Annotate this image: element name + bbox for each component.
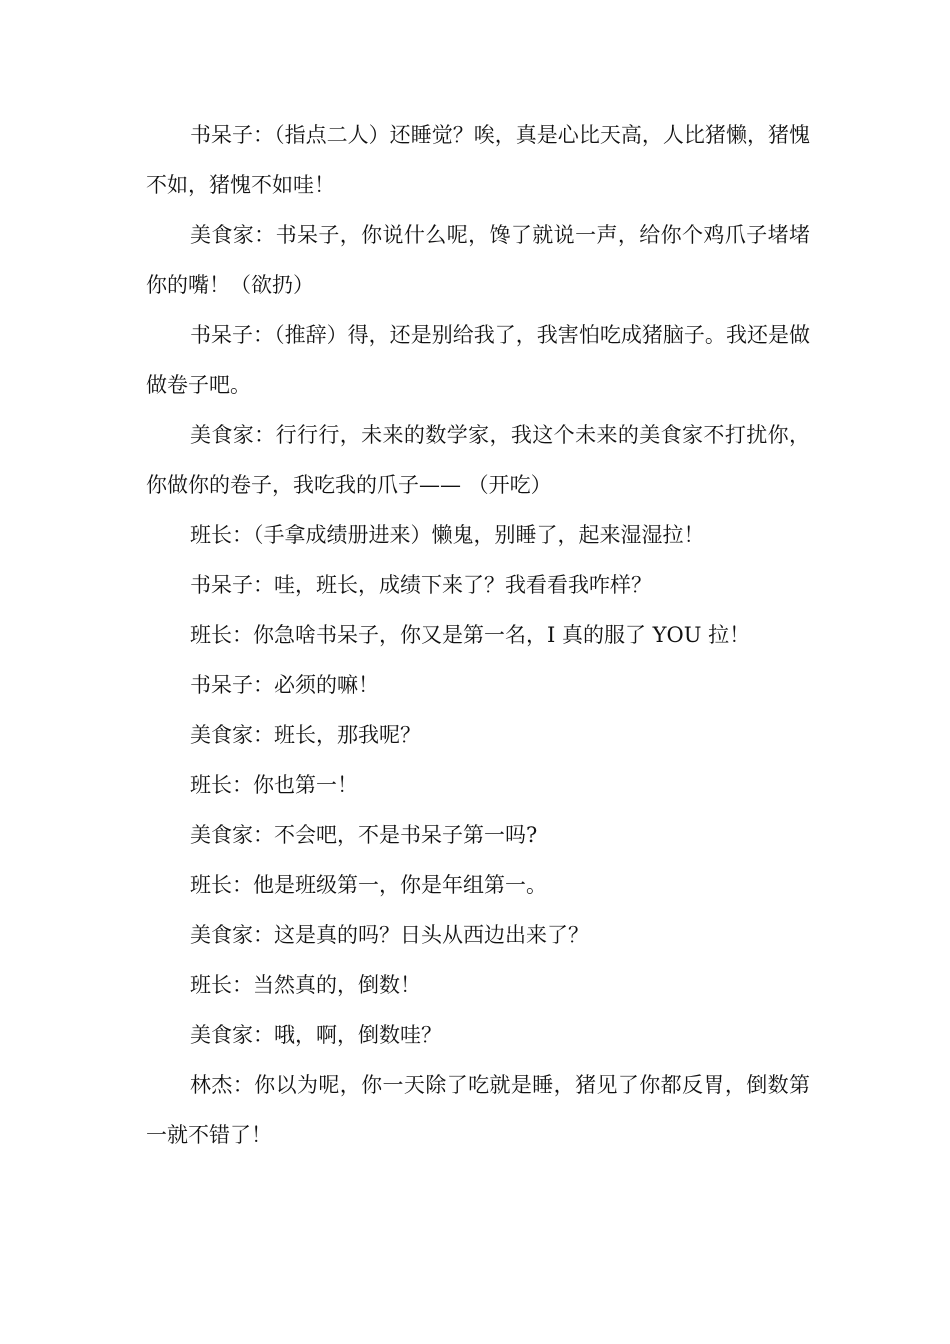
dialogue-line: 班长：你急啥书呆子，你又是第一名，I 真的服了 YOU 拉！ bbox=[190, 623, 751, 647]
dialogue-line: 书呆子：哇，班长，成绩下来了？我看看我咋样？ bbox=[190, 573, 652, 597]
dialogue-line: 书呆子：必须的嘛！ bbox=[190, 673, 379, 697]
dialogue-line: 美食家：不会吧，不是书呆子第一吗? bbox=[190, 823, 538, 847]
dialogue-line: 书呆子：（推辞）得，还是别给我了，我害怕吃成猪脑子。我还是做做卷子吧。 bbox=[146, 323, 810, 397]
dialogue-line: 班长：（手拿成绩册进来）懒鬼，别睡了，起来湿湿拉！ bbox=[190, 523, 705, 547]
dialogue-line: 班长：当然真的，倒数！ bbox=[190, 973, 421, 997]
dialogue-line: 美食家：行行行，未来的数学家，我这个未来的美食家不打扰你，你做你的卷子，我吃我的爪子—— （开吃） bbox=[146, 423, 810, 497]
dialogue-line: 书呆子：（指点二人）还睡觉？唉，真是心比天高，人比猪懒，猪愧不如，猪愧不如哇！ bbox=[146, 123, 810, 197]
dialogue-line: 班长：他是班级第一，你是年组第一。 bbox=[190, 873, 547, 897]
dialogue-line: 美食家：哦，啊，倒数哇？ bbox=[190, 1023, 442, 1047]
dialogue-line: 林杰：你以为呢，你一天除了吃就是睡，猪见了你都反胃，倒数第一就不错了！ bbox=[146, 1073, 810, 1147]
script-text bbox=[146, 110, 810, 1160]
dialogue-line: 美食家：这是真的吗？日头从西边出来了？ bbox=[190, 923, 589, 947]
dialogue-line: 美食家：书呆子，你说什么呢，馋了就说一声，给你个鸡爪子堵堵你的嘴！（欲扔） bbox=[146, 223, 810, 297]
dialogue-line: 班长：你也第一！ bbox=[190, 773, 358, 797]
dialogue-line: 美食家：班长，那我呢？ bbox=[190, 723, 421, 747]
